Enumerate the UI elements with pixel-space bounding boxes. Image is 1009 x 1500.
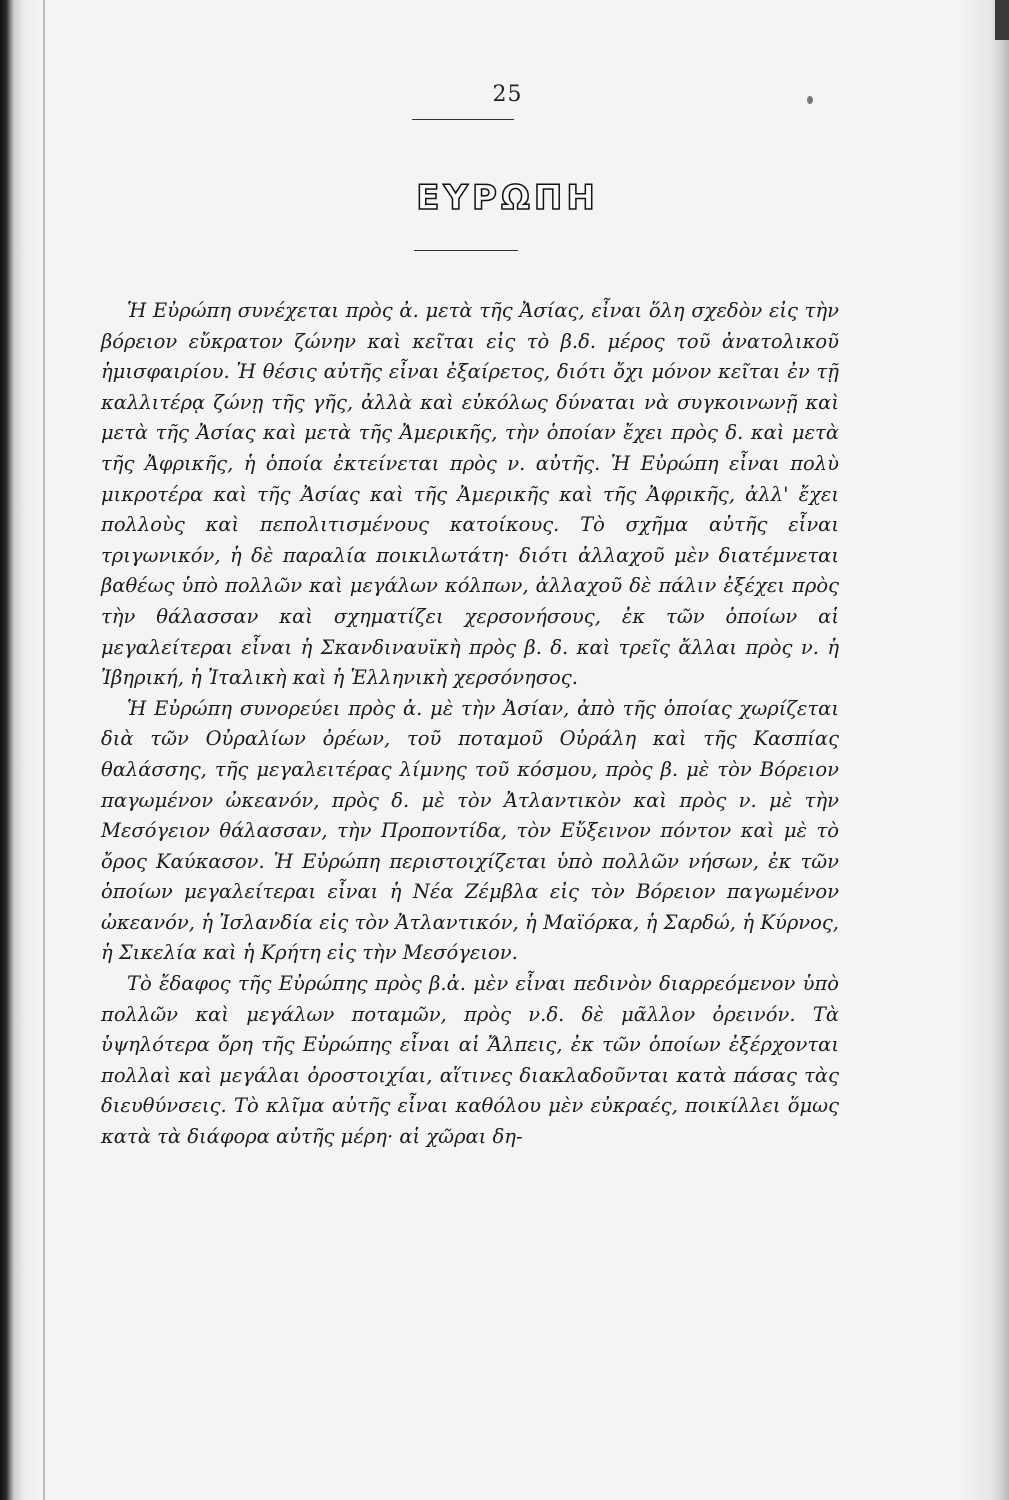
paragraph-3: Τὸ ἔδαφος τῆς Εὐρώπης πρὸς β.ἀ. μὲν εἶναι πεδινὸν διαρρεόμενον ὑπὸ πολλῶν καὶ μεγάλων ποταμῶν, πρὸς ν.δ. δὲ μᾶλλον ὀρεινόν. Τὰ ὑψηλότερα ὄρη τῆς Εὐρώπης εἶναι αἱ Ἄλπεις, ἐκ τῶν ὁποίων ἐξέρχονται πολλαὶ καὶ μεγάλαι ὀροστοιχίαι, αἵτινες διακλαδοῦνται κατὰ πάσας τὰς διευθύνσεις. Τὸ κλῖμα αὐτῆς εἶναι καθόλου μὲν εὐκραές, ποικίλλει ὅμως κατὰ τὰ διάφορα αὐτῆς μέρη· αἱ χῶραι δη-	[101, 972, 839, 1149]
chapter-title-text: ΕΥΡΩΠΗ	[416, 178, 599, 218]
binding-shadow-line	[43, 0, 45, 1500]
paragraph-2: Ἡ Εὐρώπη συνορεύει πρὸς ἀ. μὲ τὴν Ἀσίαν, ἀπὸ τῆς ὁποίας χωρίζεται διὰ τῶν Οὐραλίων ὀρέων, τοῦ ποταμοῦ Οὐράλη καὶ τῆς Κασπίας θαλάσσης, τῆς μεγαλειτέρας λίμνης τοῦ κόσμου, πρὸς β. μὲ τὸν Βόρειον παγωμένον ὠκεανόν, πρὸς δ. μὲ τὸν Ἀτλαντικὸν καὶ πρὸς ν. μὲ τὴν Μεσόγειον θάλασσαν, τὴν Προποντίδα, τὸν Εὔξεινον πόντον καὶ μὲ τὸ ὄρος Καύκασον. Ἡ Εὐρώπη περιστοιχίζεται ὑπὸ πολλῶν νήσων, ἐκ τῶν ὁποίων μεγαλείτεραι εἶναι ἡ Νέα Ζέμβλα εἰς τὸν Βόρειον παγωμένον ὠκεανόν, ἡ Ἰσλανδία εἰς τὸν Ἀτλαντικόν, ἡ Μαϊόρκα, ἡ Σαρδώ, ἡ Κύρνος, ἡ Σικελία καὶ ἡ Κρήτη εἰς τὴν Μεσόγειον.	[101, 696, 839, 965]
body-text	[101, 296, 839, 1153]
paragraph-1: Ἡ Εὐρώπη συνέχεται πρὸς ἀ. μετὰ τῆς Ἀσίας, εἶναι ὅλη σχεδὸν εἰς τὴν βόρειον εὔκρατον ζώνην καὶ κεῖται εἰς τὸ β.δ. μέρος τοῦ ἀνατολικοῦ ἡμισφαιρίου. Ἡ θέσις αὐτῆς εἶναι ἐξαίρετος, διότι ὄχι μόνον κεῖται ἐν τῇ καλλιτέρᾳ ζώνῃ τῆς γῆς, ἀλλὰ καὶ εὐκόλως δύναται νὰ συγκοινωνῇ καὶ μετὰ τῆς Ἀσίας καὶ μετὰ τῆς Ἀμερικῆς, τὴν ὁποίαν ἔχει πρὸς δ. καὶ μετὰ τῆς Ἀφρικῆς, ἡ ὁποία ἐκτείνεται πρὸς ν. αὐτῆς. Ἡ Εὐρώπη εἶναι πολὺ μικροτέρα καὶ τῆς Ἀσίας καὶ τῆς Ἀμερικῆς καὶ τῆς Ἀφρικῆς, ἀλλ' ἔχει πολλοὺς καὶ πεπολιτισμένους κατοίκους. Τὸ σχῆμα αὐτῆς εἶναι τριγωνικόν, ἡ δὲ παραλία ποικιλωτάτη· διότι ἀλλαχοῦ μὲν διατέμνεται βαθέως ὑπὸ πολλῶν καὶ μεγάλων κόλπων, ἀλλαχοῦ δὲ πάλιν ἐξέχει πρὸς τὴν θάλασσαν καὶ σχηματίζει χερσονήσους, ἐκ τῶν ὁποίων αἱ μεγαλείτεραι εἶναι ἡ Σκανδιναυϊκὴ πρὸς β. δ. καὶ τρεῖς ἄλλαι πρὸς ν. ἡ Ἰβηρική, ἡ Ἰταλικὴ καὶ ἡ Ἑλληνικὴ χερσόνησος.	[101, 299, 839, 690]
page-corner-shadow	[995, 0, 1009, 40]
title-divider	[414, 250, 518, 251]
page-number-underline	[412, 119, 514, 120]
page-number: 25	[492, 82, 523, 107]
chapter-title	[52, 178, 963, 218]
paper-speck	[807, 96, 813, 104]
book-page	[52, 0, 963, 1500]
page-right-edge	[963, 0, 1009, 1500]
